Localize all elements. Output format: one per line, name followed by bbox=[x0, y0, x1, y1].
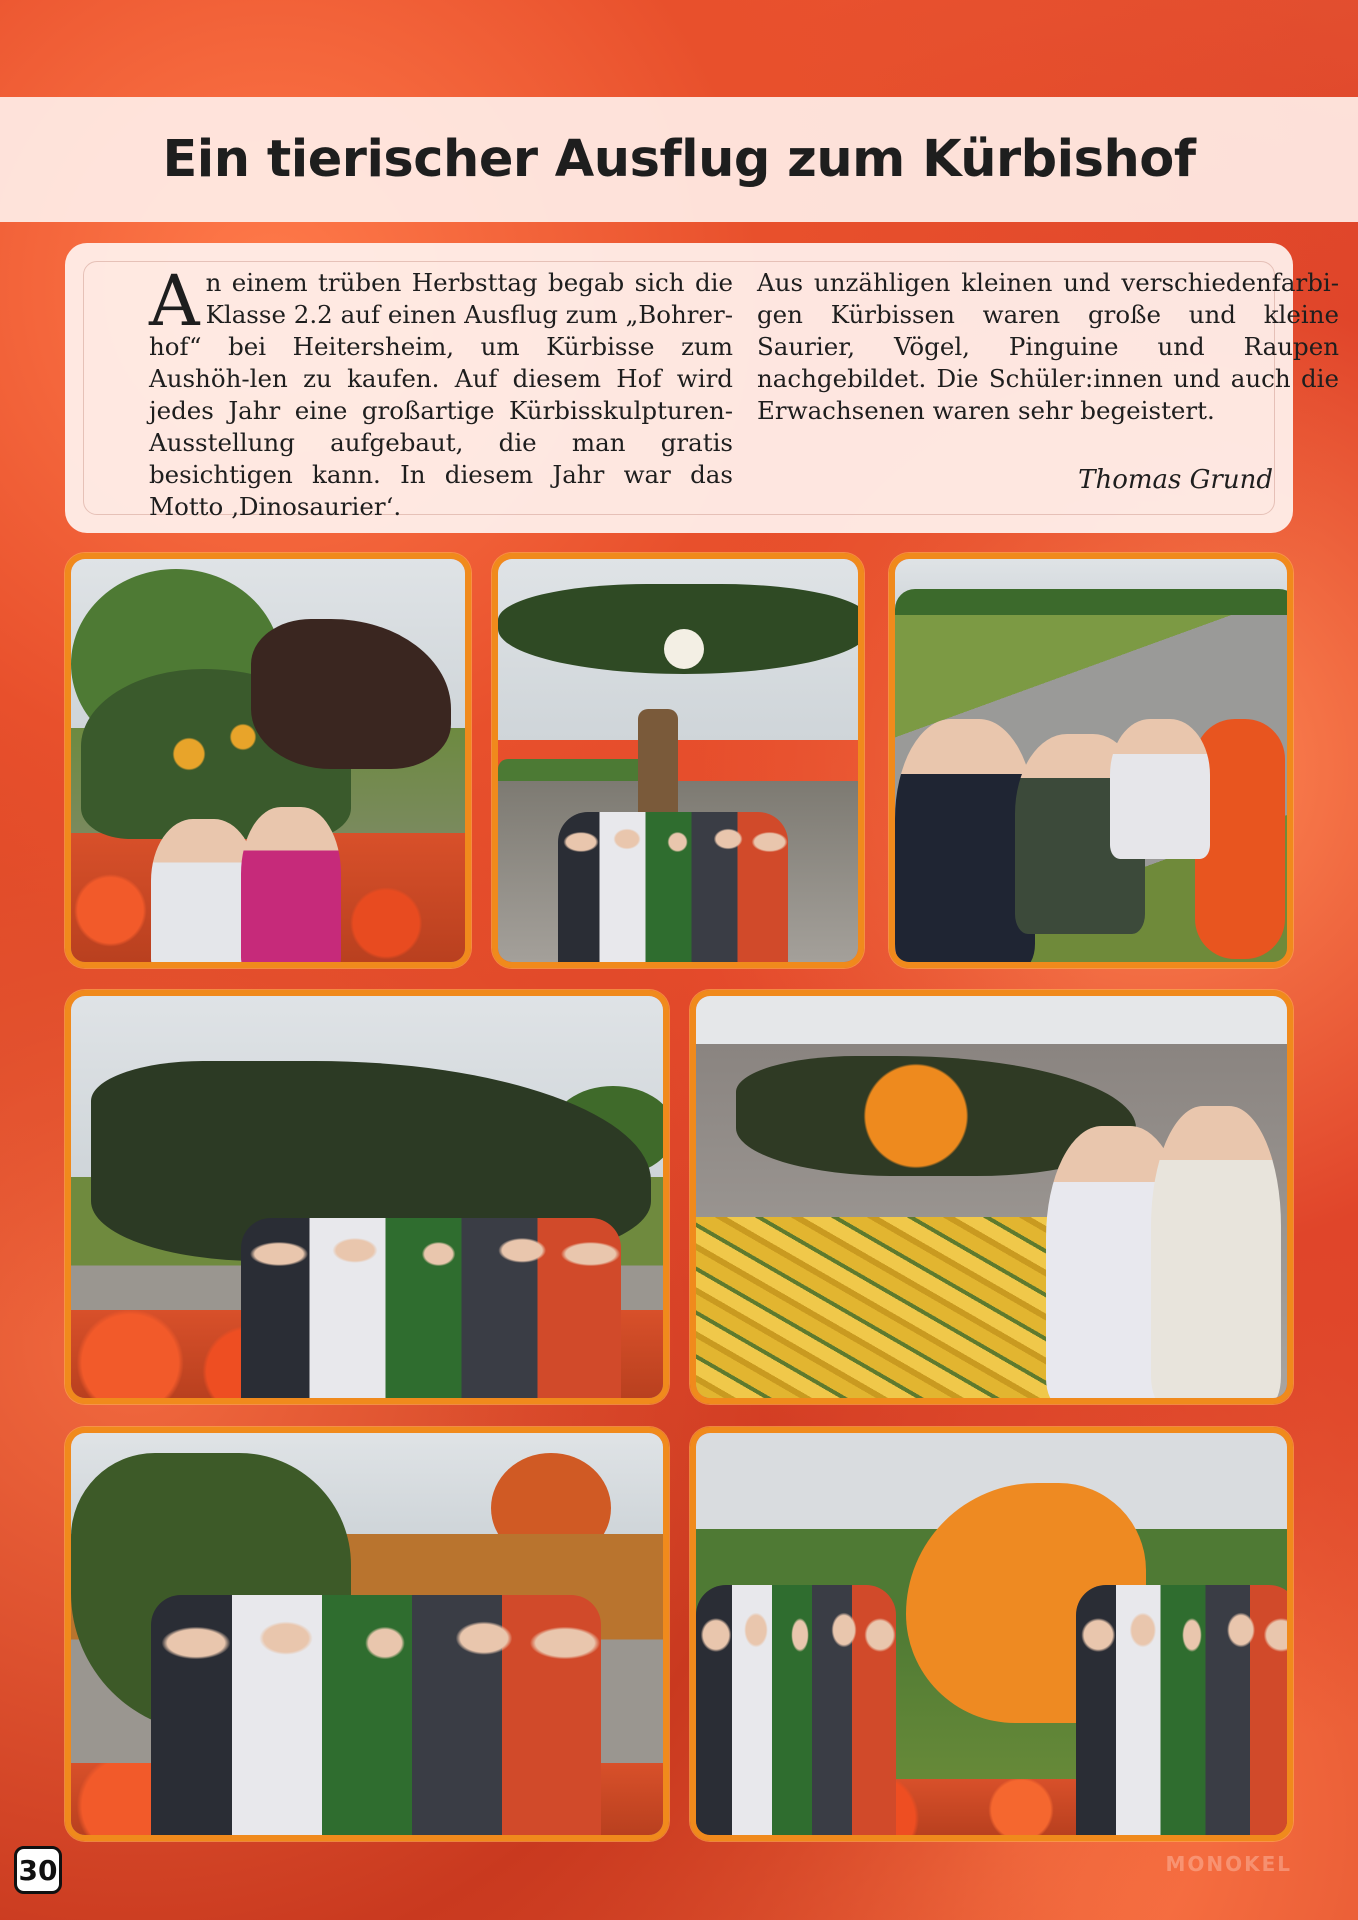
watermark-logo: MONOKEL bbox=[1165, 1852, 1292, 1876]
column-right-text: Aus unzähligen kleinen und verschiedenfarbi-gen Kürbissen waren große und kleine Saurier, Vögel, Pinguine und Raupen nachgebildet. Die Schüler:innen und auch die Erwachsenen waren sehr begeistert. bbox=[757, 268, 1339, 425]
photo-group-with-teachers bbox=[65, 1427, 669, 1841]
photo-orange-trex bbox=[690, 1427, 1293, 1841]
dropcap-letter: A bbox=[149, 260, 200, 342]
article-column-right bbox=[757, 267, 1339, 427]
article-title: Ein tierischer Ausflug zum Kürbishof bbox=[162, 130, 1196, 189]
photo-triceratops-girls bbox=[65, 553, 471, 968]
column-left-text: n einem trüben Herbsttag begab sich die Klasse 2.2 auf einen Ausflug zum „Bohrer-hof“ bei Heitersheim, um Kürbisse zum Aushöh-len zu kaufen. Auf diesem Hof wird jedes Jahr eine großartige Kürbisskulpturen-Ausstellung aufgebaut, die man gratis besichtigen kann. In diesem Jahr war das Motto ‚Dinosaurier‘. bbox=[149, 268, 733, 521]
page-number: 30 bbox=[14, 1846, 62, 1894]
photo-dino-gourds bbox=[690, 990, 1293, 1404]
article-column-left bbox=[149, 260, 733, 523]
article-text-panel bbox=[65, 243, 1339, 533]
photo-eagle-sculpture bbox=[492, 553, 864, 968]
photo-longneck-dino-cheering bbox=[65, 990, 669, 1404]
photo-caterpillar-kids bbox=[889, 553, 1293, 968]
article-author: Thomas Grund bbox=[1078, 465, 1273, 495]
title-band bbox=[0, 97, 1358, 222]
